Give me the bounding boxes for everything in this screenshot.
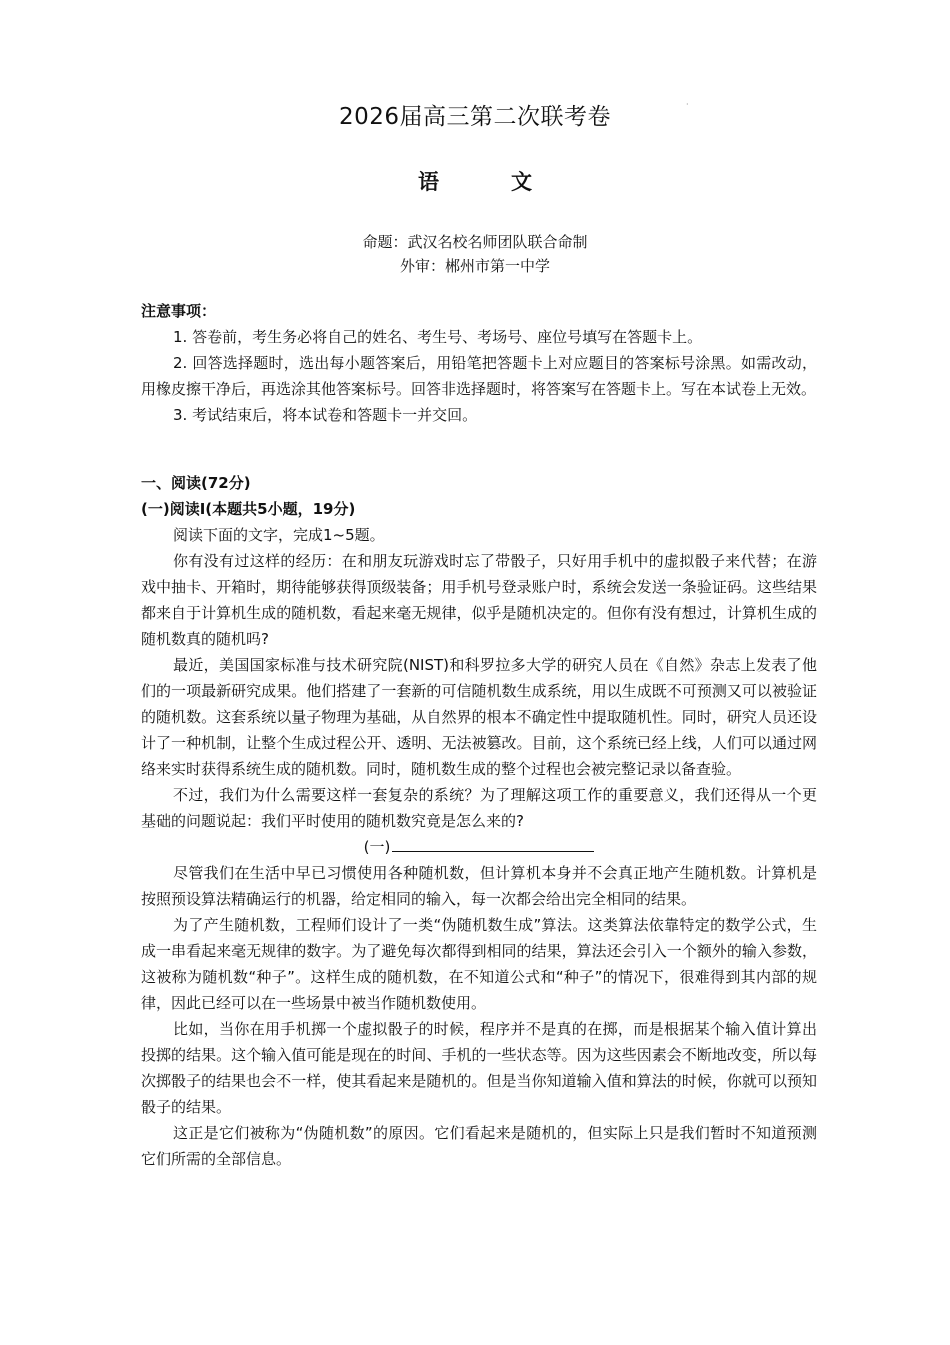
passage-paragraph: 你有没有过这样的经历：在和朋友玩游戏时忘了带骰子，只好用手机中的虚拟骰子来代替；在游戏中抽卡、开箱时，期待能够获得顶级装备；用手机号登录账户时，系统会发送一条验证码。这些结果都来自于计算机生成的随机数，看起来毫无规律，似乎是随机决定的。但你有没有想过，计算机生成的随机数真的随机吗? <box>141 552 817 648</box>
subject-title <box>0 166 950 196</box>
notice-item: 3. 考试结束后，将本试卷和答题卡一并交回。 <box>173 406 478 424</box>
passage-paragraph: 比如，当你在用手机掷一个虚拟骰子的时候，程序并不是真的在掷，而是根据某个输入值计算出投掷的结果。这个输入值可能是现在的时间、手机的一些状态等。因为这些因素会不断地改变，所以每次掷骰子的结果也会不一样，使其看起来是随机的。但是当你知道输入值和算法的时候，你就可以预知骰子的结果。 <box>141 1020 817 1116</box>
notice-item: 2. 回答选择题时，选出每小题答案后，用铅笔把答题卡上对应题目的答案标号涂黑。如需改动，用橡皮擦干净后，再选涂其他答案标号。回答非选择题时，将答案写在答题卡上。写在本试卷上无效。 <box>141 354 817 398</box>
author-line: 命题：武汉名校名师团队联合命制 <box>362 233 588 251</box>
blank-label: (一) <box>363 838 391 856</box>
passage-paragraph: 这正是它们被称为“伪随机数”的原因。它们看起来是随机的，但实际上只是我们暂时不知道预测它们所需的全部信息。 <box>141 1124 817 1168</box>
reviewer-line: 外审：郴州市第一中学 <box>399 257 550 275</box>
passage-paragraph: 为了产生随机数，工程师们设计了一类“伪随机数生成”算法。这类算法依靠特定的数学公式，生成一串看起来毫无规律的数字。为了避免每次都得到相同的结果，算法还会引入一个额外的输入参数，这被称为随机数“种子”。这样生成的随机数，在不知道公式和“种子”的情况下，很难得到其内部的规律，因此已经可以在一些场景中被当作随机数使用。 <box>141 916 817 1012</box>
subject-char-1: 语 <box>418 170 439 194</box>
passage-paragraph: 最近，美国国家标准与技术研究院(NIST)和科罗拉多大学的研究人员在《自然》杂志上发表了他们的一项最新研究成果。他们搭建了一套新的可信随机数生成系统，用以生成既不可预测又可以被验证的随机数。这套系统以量子物理为基础，从自然界的根本不确定性中提取随机性。同时，研究人员还设计了一种机制，让整个生成过程公开、透明、无法被篡改。目前，这个系统已经上线，人们可以通过网络来实时获得系统生成的随机数。同时，随机数生成的整个过程也会被完整记录以备查验。 <box>141 656 817 778</box>
passage-paragraph: 不过，我们为什么需要这样一套复杂的系统？为了理解这项工作的重要意义，我们还得从一个更基础的问题说起：我们平时使用的随机数究竟是怎么来的? <box>141 786 817 830</box>
passage-paragraph: 尽管我们在生活中早已习惯使用各种随机数，但计算机本身并不会真正地产生随机数。计算机是按照预设算法精确运行的机器，给定相同的输入，每一次都会给出完全相同的结果。 <box>141 864 817 908</box>
notice-item: 1. 答卷前，考生务必将自己的姓名、考生号、考场号、座位号填写在答题卡上。 <box>173 328 703 346</box>
instruction: 阅读下面的文字，完成1~5题。 <box>173 526 385 544</box>
subtitle-blank-line <box>141 834 817 860</box>
spacer <box>141 454 817 470</box>
exam-content <box>141 298 817 1172</box>
section-heading: 一、阅读(72分) <box>141 474 251 492</box>
exam-title: 2026届高三第二次联考卷 <box>338 104 612 130</box>
subject-char-2: 文 <box>511 170 532 194</box>
stray-dot: · <box>686 100 689 109</box>
notice-heading: 注意事项： <box>141 302 217 320</box>
fill-in-blank <box>392 834 594 852</box>
spacer <box>141 428 817 454</box>
section-subheading: (一)阅读Ⅰ(本题共5小题，19分) <box>141 500 356 518</box>
